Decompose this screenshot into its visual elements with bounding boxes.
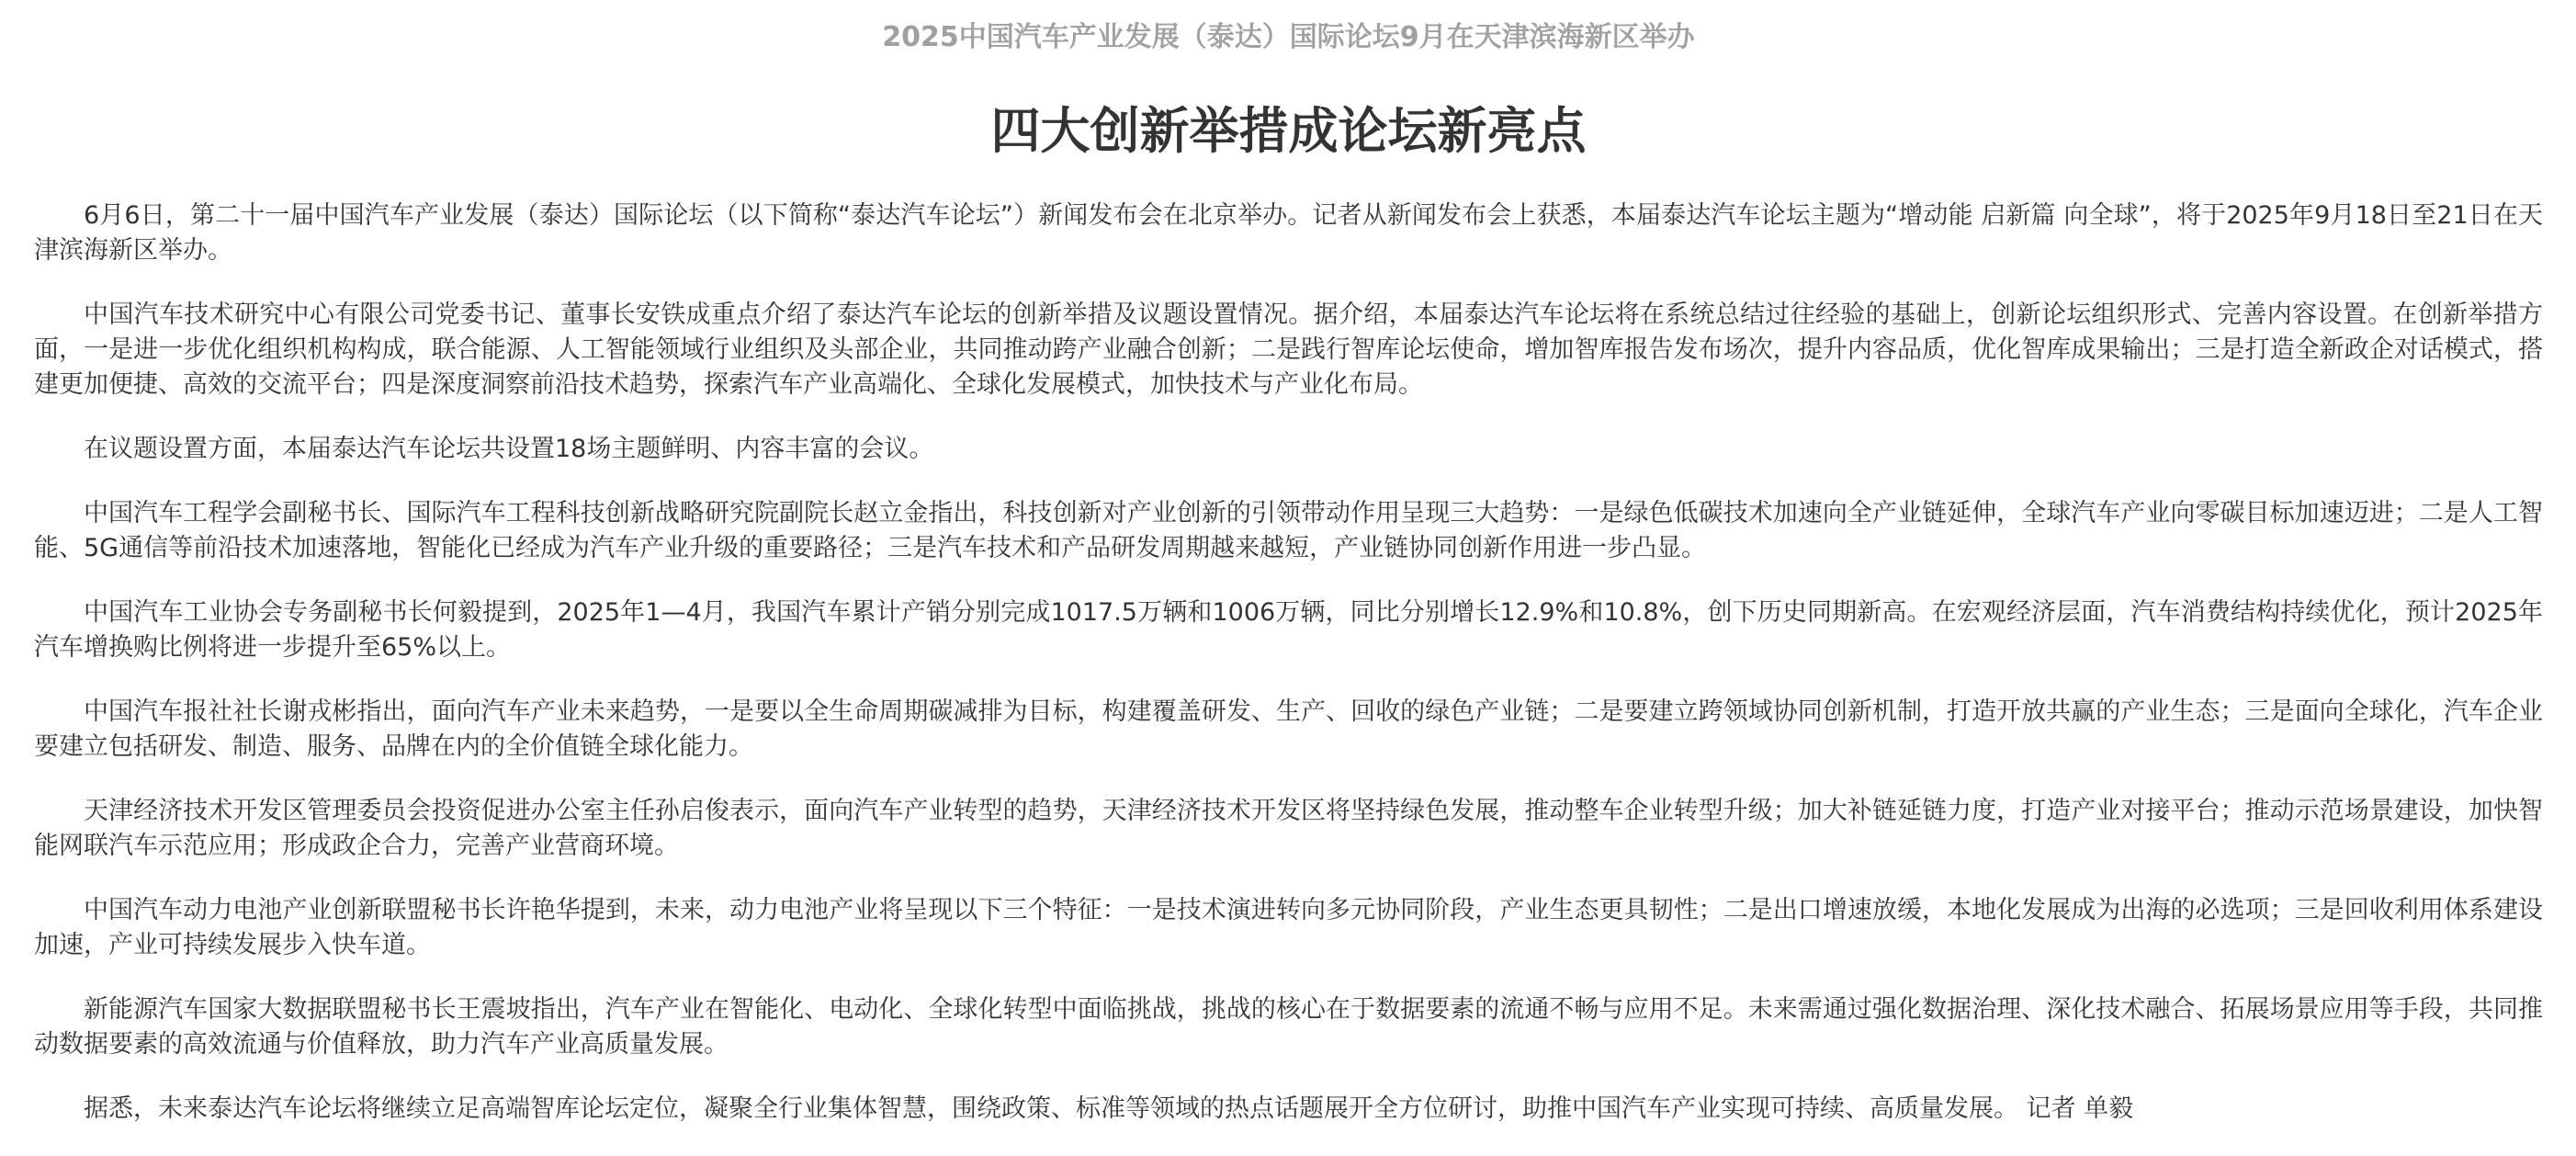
article-subtitle: 2025中国汽车产业发展（泰达）国际论坛9月在天津滨海新区举办	[882, 21, 1695, 53]
article-paragraph: 新能源汽车国家大数据联盟秘书长王震坡指出，汽车产业在智能化、电动化、全球化转型中面临挑战，挑战的核心在于数据要素的流通不畅与应用不足。未来需通过强化数据治理、深化技术融合、拓展场景应用等手段，共同推动数据要素的高效流通与价值释放，助力汽车产业高质量发展。	[34, 995, 2543, 1059]
article-body	[34, 198, 2543, 1127]
article-paragraph: 中国汽车工业协会专务副秘书长何毅提到，2025年1—4月，我国汽车累计产销分别完成1017.5万辆和1006万辆，同比分别增长12.9%和10.8%，创下历史同期新高。在宏观经济层面，汽车消费结构持续优化，预计2025年汽车增换购比例将进一步提升至65%以上。	[34, 598, 2543, 662]
article-paragraph: 中国汽车报社社长谢戎彬指出，面向汽车产业未来趋势，一是要以全生命周期碳减排为目标，构建覆盖研发、生产、回收的绿色产业链；二是要建立跨领域协同创新机制，打造开放共赢的产业生态；三是面向全球化，汽车企业要建立包括研发、制造、服务、品牌在内的全价值链全球化能力。	[34, 697, 2543, 761]
article-paragraph: 据悉，未来泰达汽车论坛将继续立足高端智库论坛定位，凝聚全行业集体智慧，围绕政策、标准等领域的热点话题展开全方位研讨，助推中国汽车产业实现可持续、高质量发展。 记者 单毅	[84, 1094, 2134, 1123]
article-paragraph: 天津经济技术开发区管理委员会投资促进办公室主任孙启俊表示，面向汽车产业转型的趋势，天津经济技术开发区将坚持绿色发展，推动整车企业转型升级；加大补链延链力度，打造产业对接平台；推动示范场景建设，加快智能网联汽车示范应用；形成政企合力，完善产业营商环境。	[34, 797, 2543, 860]
article-paragraph: 中国汽车工程学会副秘书长、国际汽车工程科技创新战略研究院副院长赵立金指出，科技创新对产业创新的引领带动作用呈现三大趋势：一是绿色低碳技术加速向全产业链延伸，全球汽车产业向零碳目标加速迈进；二是人工智能、5G通信等前沿技术加速落地，智能化已经成为汽车产业升级的重要路径；三是汽车技术和产品研发周期越来越短，产业链协同创新作用进一步凸显。	[34, 499, 2543, 562]
article-paragraph: 6月6日，第二十一届中国汽车产业发展（泰达）国际论坛（以下简称“泰达汽车论坛”）新闻发布会在北京举办。记者从新闻发布会上获悉，本届泰达汽车论坛主题为“增动能 启新篇 向全球”，将于2025年9月18日至21日在天津滨海新区举办。	[34, 201, 2543, 265]
article-paragraph: 在议题设置方面，本届泰达汽车论坛共设置18场主题鲜明、内容丰富的会议。	[84, 435, 934, 463]
article-headline: 四大创新举措成论坛新亮点	[990, 102, 1587, 160]
article-paragraph: 中国汽车动力电池产业创新联盟秘书长许艳华提到，未来，动力电池产业将呈现以下三个特征：一是技术演进转向多元协同阶段，产业生态更具韧性；二是出口增速放缓，本地化发展成为出海的必选项；三是回收利用体系建设加速，产业可持续发展步入快车道。	[34, 896, 2543, 959]
article-paragraph: 中国汽车技术研究中心有限公司党委书记、董事长安铁成重点介绍了泰达汽车论坛的创新举措及议题设置情况。据介绍，本届泰达汽车论坛将在系统总结过往经验的基础上，创新论坛组织形式、完善内容设置。在创新举措方面，一是进一步优化组织机构构成，联合能源、人工智能领域行业组织及头部企业，共同推动跨产业融合创新；二是践行智库论坛使命，增加智库报告发布场次，提升内容品质，优化智库成果输出；三是打造全新政企对话模式，搭建更加便捷、高效的交流平台；四是深度洞察前沿技术趋势，探索汽车产业高端化、全球化发展模式，加快技术与产业化布局。	[34, 300, 2543, 399]
